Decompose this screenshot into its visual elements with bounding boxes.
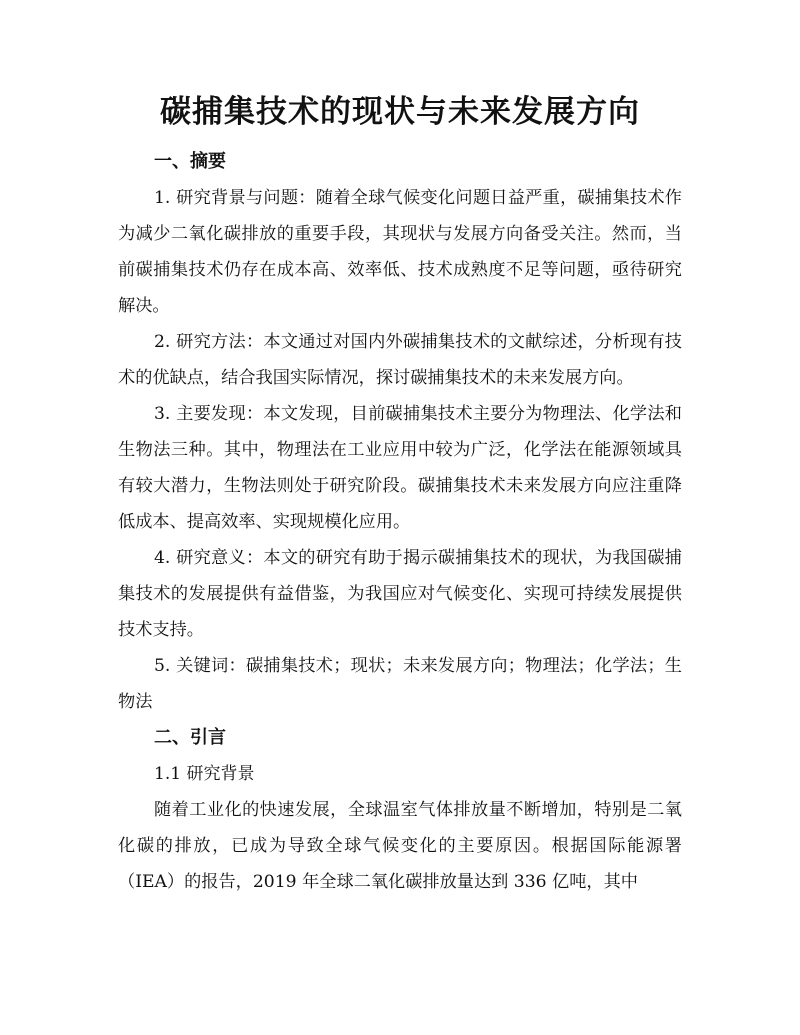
- abstract-item-significance: 4. 研究意义：本文的研究有助于揭示碳捕集技术的现状，为我国碳捕集技术的发展提供有益借鉴，为我国应对气候变化、实现可持续发展提供技术支持。: [118, 548, 682, 640]
- intro-paragraph: 随着工业化的快速发展，全球温室气体排放量不断增加，特别是二氧化碳的排放，已成为导致全球气候变化的主要原因。根据国际能源署（IEA）的报告，2019 年全球二氧化碳排放量达到 336 亿吨，其中: [118, 800, 682, 892]
- abstract-item-method: 2. 研究方法：本文通过对国内外碳捕集技术的文献综述，分析现有技术的优缺点，结合我国实际情况，探讨碳捕集技术的未来发展方向。: [118, 332, 682, 388]
- abstract-item-background: 1. 研究背景与问题：随着全球气候变化问题日益严重，碳捕集技术作为减少二氧化碳排放的重要手段，其现状与发展方向备受关注。然而，当前碳捕集技术仍存在成本高、效率低、技术成熟度不足等问题，亟待研究解决。: [118, 188, 682, 316]
- document-body: [118, 144, 682, 900]
- intro-heading: 二、引言: [154, 727, 226, 748]
- document-title: 碳捕集技术的现状与未来发展方向: [160, 94, 640, 130]
- abstract-item-findings: 3. 主要发现：本文发现，目前碳捕集技术主要分为物理法、化学法和生物法三种。其中，物理法在工业应用中较为广泛，化学法在能源领域具有较大潜力，生物法则处于研究阶段。碳捕集技术未来发展方向应注重降低成本、提高效率、实现规模化应用。: [118, 404, 682, 532]
- intro-subheading: 1.1 研究背景: [154, 764, 255, 784]
- abstract-item-keywords: 5. 关键词：碳捕集技术；现状；未来发展方向；物理法；化学法；生物法: [118, 656, 682, 712]
- abstract-heading: 一、摘要: [154, 151, 226, 172]
